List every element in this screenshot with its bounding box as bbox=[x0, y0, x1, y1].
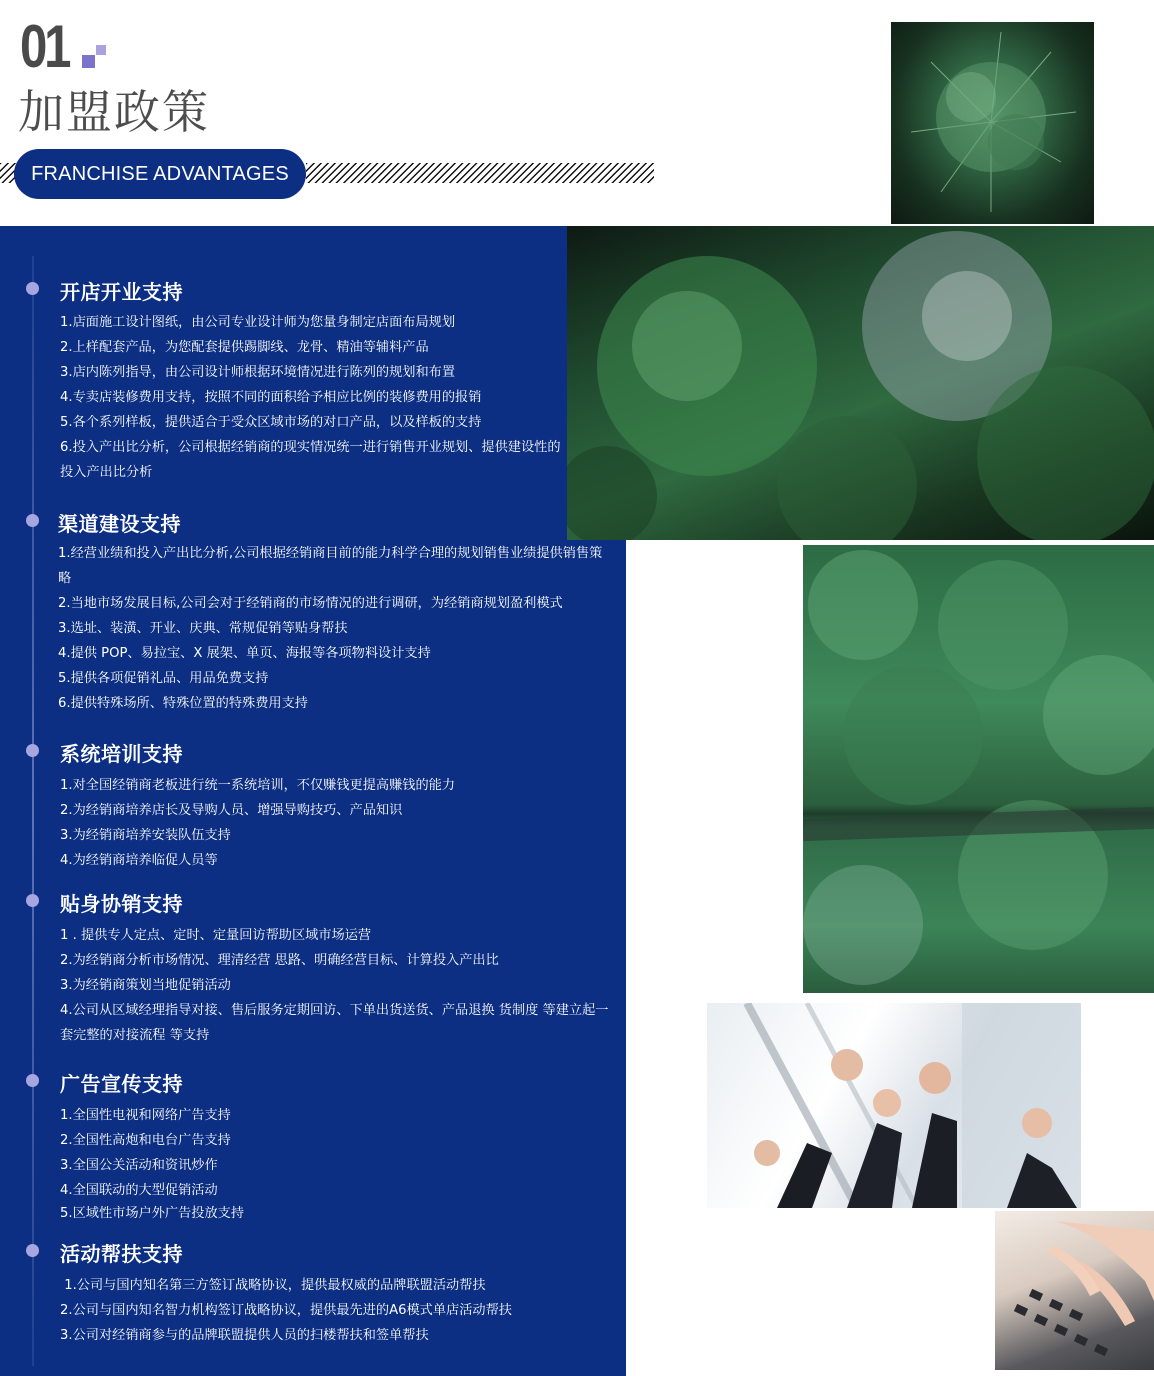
section-title-advertising: 广告宣传支持 bbox=[60, 1072, 183, 1096]
list-item: 1.全国性电视和网络广告支持 bbox=[60, 1108, 231, 1123]
section-items-store-opening bbox=[60, 310, 570, 485]
list-item: 4.专卖店装修费用支持，按照不同的面积给予相应比例的装修费用的报销 bbox=[60, 390, 482, 405]
list-item: 2.为经销商培养店长及导购人员、增强导购技巧、产品知识 bbox=[60, 803, 403, 818]
section-title-sales-assist: 贴身协销支持 bbox=[60, 892, 183, 916]
timeline-dot bbox=[26, 1074, 39, 1087]
section-title-channel: 渠道建设支持 bbox=[58, 512, 181, 536]
hatch-decoration-right bbox=[306, 163, 654, 183]
decor-square-small bbox=[96, 45, 106, 55]
tree-illustration bbox=[891, 22, 1094, 224]
list-item: 5.区域性市场户外广告投放支持 bbox=[60, 1206, 245, 1221]
list-item: 6.提供特殊场所、特殊位置的特殊费用支持 bbox=[58, 696, 308, 711]
tree-photo-top bbox=[891, 22, 1094, 224]
section-items-activities bbox=[60, 1273, 616, 1348]
timeline-dot bbox=[26, 894, 39, 907]
list-item: 2.公司与国内知名智力机构签订战略协议，提供最先进的A6模式单店活动帮扶 bbox=[60, 1303, 512, 1318]
page-title: 加盟政策 bbox=[18, 85, 210, 139]
forest-photo-wide bbox=[567, 226, 1154, 540]
section-title-activities: 活动帮扶支持 bbox=[60, 1242, 183, 1266]
section-title-store-opening: 开店开业支持 bbox=[60, 280, 183, 304]
list-item: 2.全国性高炮和电台广告支持 bbox=[60, 1133, 231, 1148]
forest-road-illustration bbox=[803, 545, 1154, 993]
list-item: 3.为经销商培养安装队伍支持 bbox=[60, 828, 231, 843]
subtitle-pill: FRANCHISE ADVANTAGES bbox=[14, 149, 306, 199]
list-item: 4.提供 POP、易拉宝、X 展架、单页、海报等各项物料设计支持 bbox=[58, 646, 431, 661]
forest-illustration bbox=[567, 226, 1154, 540]
decor-square-large bbox=[82, 55, 95, 68]
list-item: 1.店面施工设计图纸，由公司专业设计师为您量身制定店面布局规划 bbox=[60, 315, 456, 330]
timeline-dot bbox=[26, 1244, 39, 1257]
timeline-dot bbox=[26, 744, 39, 757]
list-item: 2.当地市场发展目标,公司会对于经销商的市场情况的进行调研，为经销商规划盈利模式 bbox=[58, 596, 563, 611]
timeline-dot bbox=[26, 282, 39, 295]
section-items-channel bbox=[58, 541, 614, 716]
list-item: 1 . 提供专人定点、定时、定量回访帮助区域市场运营 bbox=[60, 928, 372, 943]
list-item: 1.经营业绩和投入产出比分析,公司根据经销商目前的能力科学合理的规划销售业绩提供销售策略 bbox=[58, 546, 603, 586]
list-item: 3.店内陈列指导，由公司设计师根据环境情况进行陈列的规划和布置 bbox=[60, 365, 456, 380]
list-item: 3.为经销商策划当地促销活动 bbox=[60, 978, 231, 993]
timeline-line bbox=[32, 256, 34, 1366]
list-item: 2.上样配套产品，为您配套提供踢脚线、龙骨、精油等辅料产品 bbox=[60, 340, 429, 355]
list-item: 6.投入产出比分析，公司根据经销商的现实情况统一进行销售开业规划、提供建设性的投入产出比分析 bbox=[60, 440, 561, 480]
timeline-dot bbox=[26, 514, 39, 527]
list-item: 5.各个系列样板，提供适合于受众区域市场的对口产品，以及样板的支持 bbox=[60, 415, 482, 430]
section-items-sales-assist bbox=[60, 923, 616, 1048]
section-items-advertising bbox=[60, 1103, 616, 1225]
section-number: 01 bbox=[20, 13, 69, 80]
keyboard-illustration bbox=[995, 1211, 1154, 1370]
section-items-training bbox=[60, 773, 616, 873]
typing-keyboard-photo bbox=[995, 1211, 1154, 1370]
list-item: 4.全国联动的大型促销活动 bbox=[60, 1183, 218, 1198]
list-item: 2.为经销商分析市场情况、理清经营 思路、明确经营目标、计算投入产出比 bbox=[60, 953, 499, 968]
list-item: 4.公司从区域经理指导对接、售后服务定期回访、下单出货送货、产品退换 货制度 等建立起一套完整的对接流程 等支持 bbox=[60, 1003, 609, 1043]
list-item: 3.选址、装潢、开业、庆典、常规促销等贴身帮扶 bbox=[58, 621, 348, 636]
list-item: 1.对全国经销商老板进行统一系统培训，不仅赚钱更提高赚钱的能力 bbox=[60, 778, 456, 793]
raised-fists-illustration bbox=[707, 1003, 1081, 1208]
list-item: 5.提供各项促销礼品、用品免费支持 bbox=[58, 671, 269, 686]
list-item: 4.为经销商培养临促人员等 bbox=[60, 853, 218, 868]
forest-road-photo bbox=[803, 545, 1154, 993]
list-item: 3.公司对经销商参与的品牌联盟提供人员的扫楼帮扶和签单帮扶 bbox=[60, 1328, 429, 1343]
section-title-training: 系统培训支持 bbox=[60, 742, 183, 766]
team-cheer-photo bbox=[707, 1003, 1081, 1208]
list-item: 1.公司与国内知名第三方签订战略协议，提供最权威的品牌联盟活动帮扶 bbox=[60, 1278, 486, 1293]
list-item: 3.全国公关活动和资讯炒作 bbox=[60, 1158, 218, 1173]
